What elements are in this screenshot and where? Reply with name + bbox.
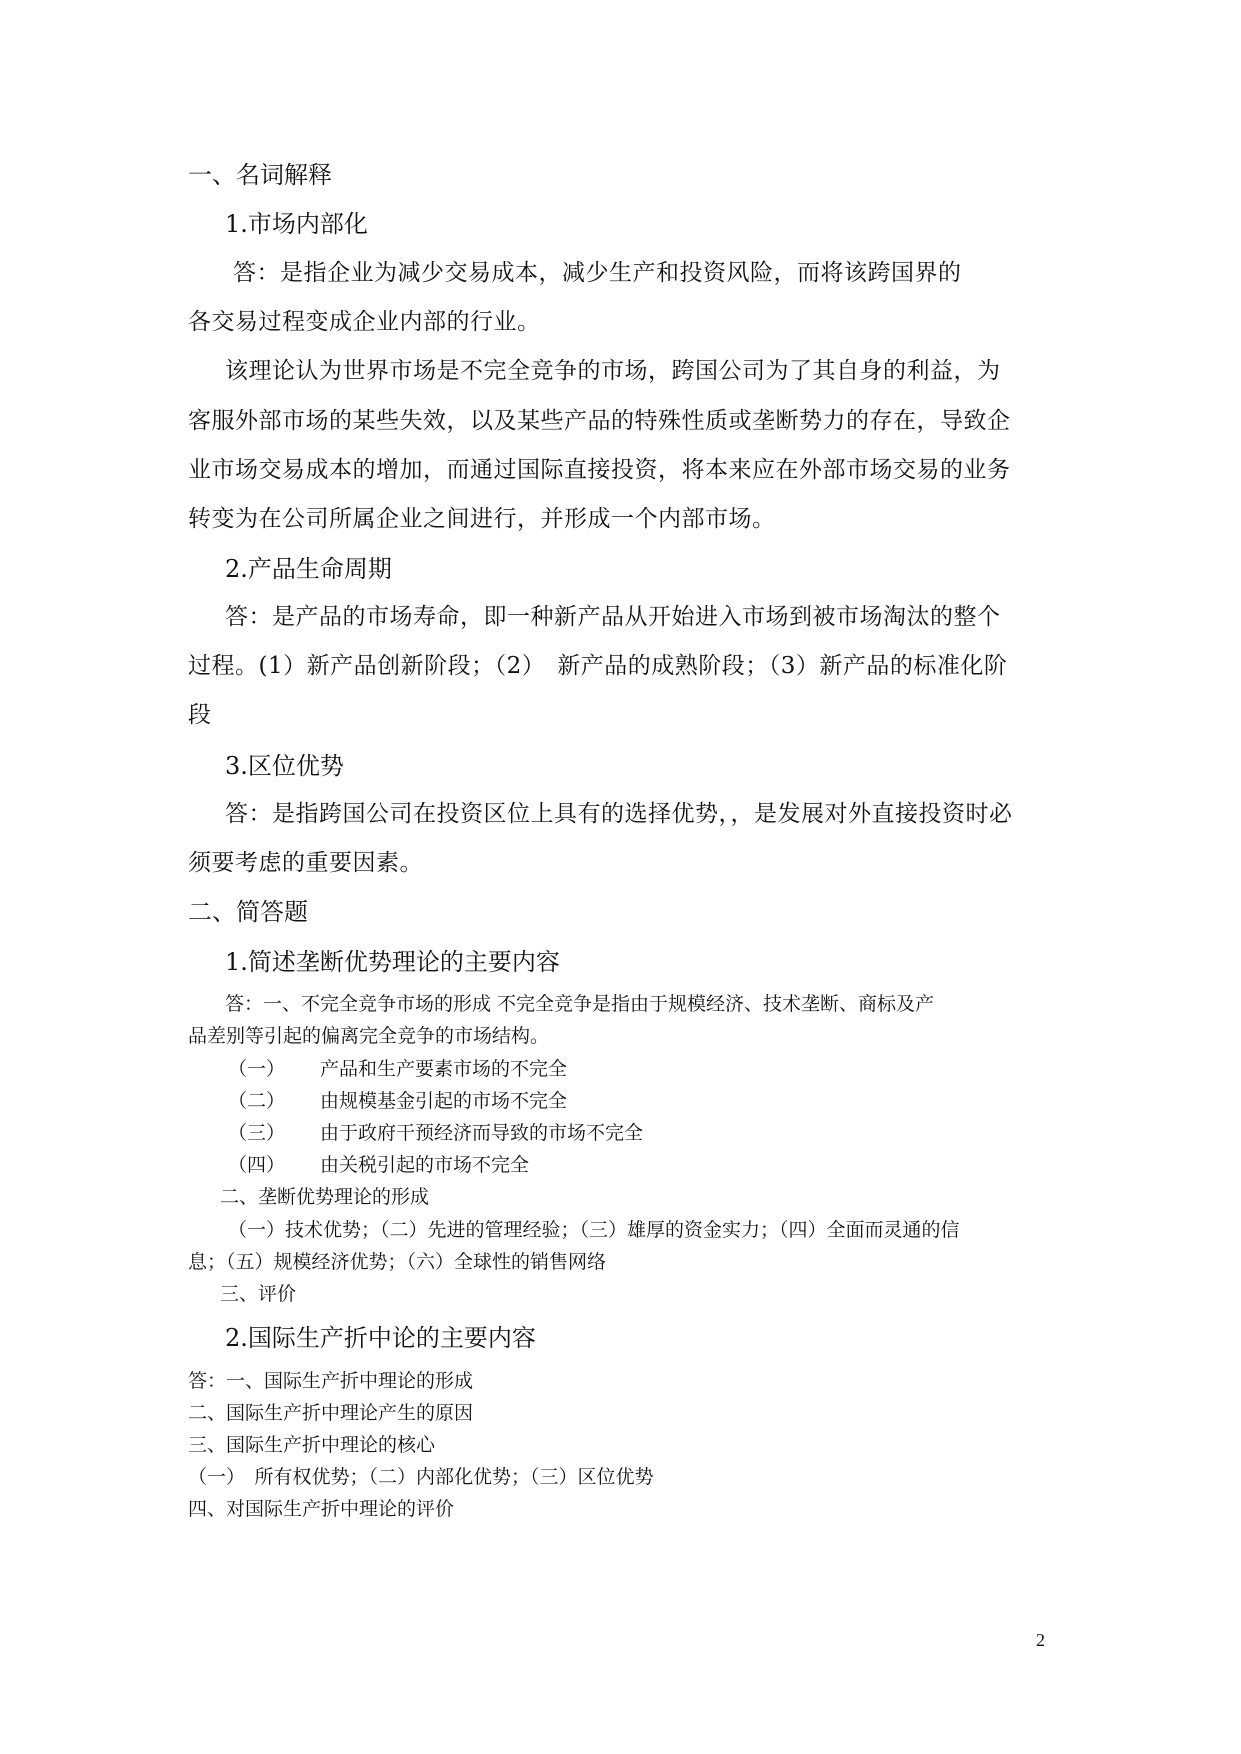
part-title: 二、垄断优势理论的形成 <box>220 1186 430 1208</box>
answer-line: 各交易过程变成企业内部的行业。 <box>188 309 541 335</box>
sub-item-marker: （四） <box>228 1154 286 1176</box>
paragraph-line: 客服外部市场的某些失效，以及某些产品的特殊性质或垄断势力的存在，导致企 <box>188 408 1011 434</box>
paragraph-line: 该理论认为世界市场是不完全竞争的市场，跨国公司为了其自身的利益，为 <box>225 358 1001 384</box>
answer-line: 息；（五）规模经济优势；（六）全球性的销售网络 <box>188 1251 607 1273</box>
answer-line: 答：一、不完全竞争市场的形成 不完全竞争是指由于规模经济、技术垄断、商标及产 <box>225 993 935 1015</box>
sub-item-marker: （一） <box>228 1058 286 1080</box>
section-title-short-answer: 二、简答题 <box>188 898 308 926</box>
answer-line: （一） 所有权优势；（二）内部化优势；（三）区位优势 <box>188 1466 654 1488</box>
page-number: 2 <box>1036 1630 1045 1650</box>
term-heading-location-advantage: 3.区位优势 <box>225 752 344 780</box>
question-heading-eclectic-theory: 2.国际生产折中论的主要内容 <box>225 1324 536 1352</box>
answer-line: 过程。(1）新产品创新阶段；（2） 新产品的成熟阶段；（3）新产品的标准化阶 <box>188 653 1008 679</box>
sub-item-text: 由规模基金引起的市场不完全 <box>320 1090 568 1112</box>
sub-item-marker: （二） <box>228 1090 286 1112</box>
answer-line: 段 <box>188 702 212 728</box>
sub-item-text: 由于政府干预经济而导致的市场不完全 <box>320 1122 644 1144</box>
answer-line: 四、对国际生产折中理论的评价 <box>188 1498 455 1520</box>
answer-line: 三、国际生产折中理论的核心 <box>188 1434 436 1456</box>
sub-item-marker: （三） <box>228 1122 286 1144</box>
sub-item-text: 产品和生产要素市场的不完全 <box>320 1058 568 1080</box>
sub-item-text: 由关税引起的市场不完全 <box>320 1154 530 1176</box>
question-heading-monopoly-advantage: 1.简述垄断优势理论的主要内容 <box>225 948 560 976</box>
term-heading-product-life-cycle: 2.产品生命周期 <box>225 555 392 583</box>
answer-line: 二、国际生产折中理论产生的原因 <box>188 1402 474 1424</box>
term-heading-market-internalization: 1.市场内部化 <box>225 210 368 238</box>
section-title-definitions: 一、名词解释 <box>188 161 332 189</box>
answer-line: 答：一、国际生产折中理论的形成 <box>188 1370 474 1392</box>
answer-line: （一）技术优势；（二）先进的管理经验；（三）雄厚的资金实力；（四）全面而灵通的信 <box>228 1219 960 1241</box>
answer-line: 答：是指企业为减少交易成本，减少生产和投资风险，而将该跨国界的 <box>233 260 962 286</box>
answer-line: 答：是产品的市场寿命，即一种新产品从开始进入市场到被市场淘汰的整个 <box>225 604 1001 630</box>
part-title: 三、评价 <box>220 1283 297 1305</box>
paragraph-line: 业市场交易成本的增加，而通过国际直接投资，将本来应在外部市场交易的业务 <box>188 457 1011 483</box>
paragraph-line: 转变为在公司所属企业之间进行，并形成一个内部市场。 <box>188 506 776 532</box>
answer-line: 须要考虑的重要因素。 <box>188 850 423 876</box>
answer-line: 答：是指跨国公司在投资区位上具有的选择优势，，是发展对外直接投资时必 <box>225 801 1013 827</box>
answer-line: 品差别等引起的偏离完全竞争的市场结构。 <box>188 1025 550 1047</box>
